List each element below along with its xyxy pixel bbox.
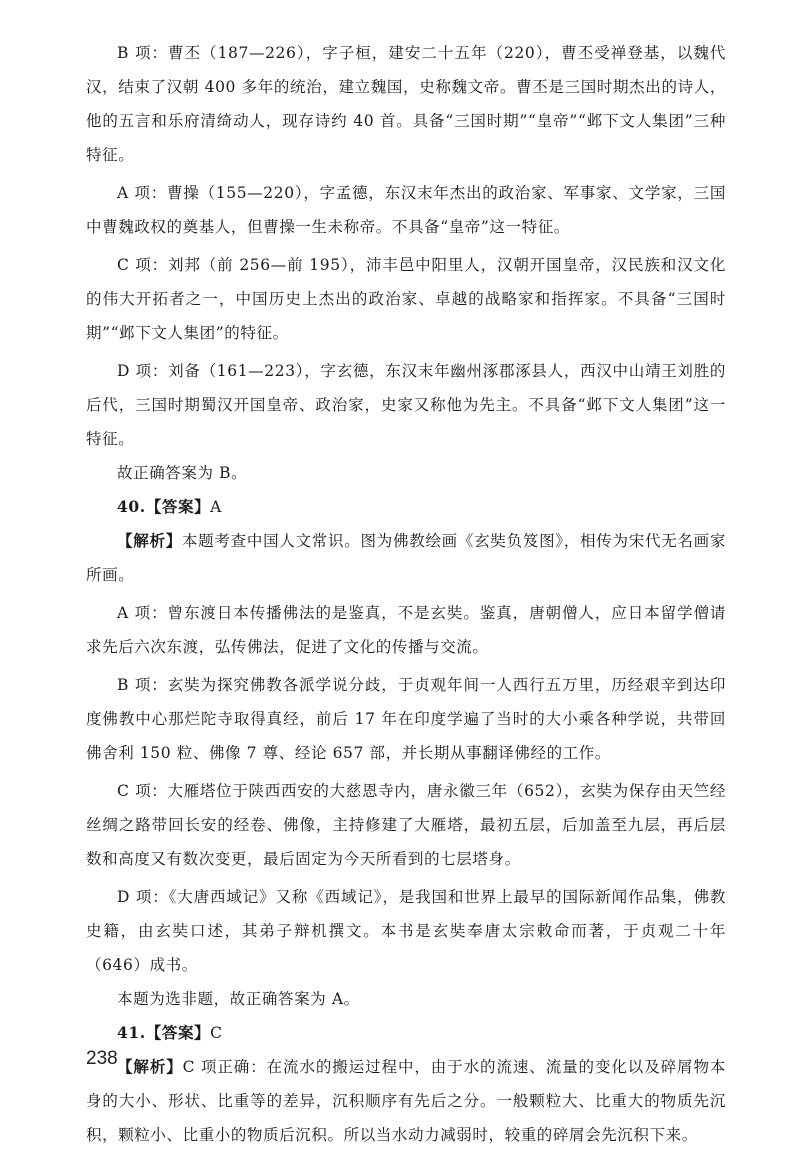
paragraph-option-c-liubang: C 项：刘邦（前 256—前 195），沛丰邑中阳里人，汉朝开国皇帝，汉民族和汉文化的伟大开拓者之一，中国历史上杰出的政治家、卓越的战略家和指挥家。不具备“三国时期”“邺下文人集团”的特征。 bbox=[86, 256, 726, 342]
answer-value: A bbox=[210, 498, 222, 516]
page-number: 238 bbox=[86, 1048, 118, 1069]
analysis-41: 【解析】C 项正确：在流水的搬运过程中，由于水的流速、流量的变化以及碎屑物本身的大小、形状、比重等的差异，沉积顺序有先后之分。一般颗粒大、比重大的物质先沉积，颗粒小、比重小的物质后沉积。所以当水动力减弱时，较重的碎屑会先沉积下来。 bbox=[86, 1057, 726, 1144]
paragraph-40-option-b: B 项：玄奘为探究佛教各派学说分歧，于贞观年间一人西行五万里，历经艰辛到达印度佛教中心那烂陀寺取得真经，前后 17 年在印度学遍了当时的大小乘各种学说，共带回佛舍利 150 粒、佛像 7 尊、经论 657 部，并长期从事翻译佛经的工作。 bbox=[86, 676, 726, 762]
paragraph-answer-40: 本题为选非题，故正确答案为 A。 bbox=[117, 990, 360, 1008]
analysis-label: 【解析】 bbox=[117, 1057, 183, 1076]
analysis-40: 【解析】本题考查中国人文常识。图为佛教绘画《玄奘负笈图》，相传为宋代无名画家所画。 bbox=[86, 531, 726, 584]
answer-label: 40.【答案】 bbox=[117, 497, 211, 516]
paragraph-40-option-d: D 项：《大唐西域记》又称《西域记》，是我国和世界上最早的国际新闻作品集，佛教史籍，由玄奘口述，其弟子辩机撰文。本书是玄奘奉唐太宗敕命而著，于贞观二十年（646）成书。 bbox=[86, 888, 726, 974]
answer-value: C bbox=[210, 1024, 223, 1042]
answer-label: 41.【答案】 bbox=[117, 1023, 211, 1042]
analysis-label: 【解析】 bbox=[117, 531, 182, 550]
answer-heading-41 bbox=[86, 1016, 726, 1050]
paragraph-option-a-caocao: A 项：曹操（155—220），字孟德，东汉末年杰出的政治家、军事家、文学家，三国中曹魏政权的奠基人，但曹操一生未称帝。不具备“皇帝”这一特征。 bbox=[86, 184, 726, 236]
document-body bbox=[86, 36, 726, 1152]
paragraph-option-b-caopi: B 项：曹丕（187—226），字子桓，建安二十五年（220），曹丕受禅登基，以魏代汉，结束了汉朝 400 多年的统治，建立魏国，史称魏文帝。曹丕是三国时期杰出的诗人，他的五言和乐府清绮动人，现存诗约 40 首。具备“三国时期”“皇帝”“邺下文人集团”三种特征。 bbox=[86, 44, 726, 164]
paragraph-40-option-c: C 项：大雁塔位于陕西西安的大慈恩寺内，唐永徽三年（652），玄奘为保存由天竺经丝绸之路带回长安的经卷、佛像，主持修建了大雁塔，最初五层，后加盖至九层，再后层数和高度又有数次变更，最后固定为今天所看到的七层塔身。 bbox=[86, 782, 726, 868]
paragraph-40-option-a: A 项：曾东渡日本传播佛法的是鉴真，不是玄奘。鉴真，唐朝僧人，应日本留学僧请求先后六次东渡，弘传佛法，促进了文化的传播与交流。 bbox=[86, 604, 726, 656]
paragraph-option-d-liubei: D 项：刘备（161—223），字玄德，东汉末年幽州涿郡涿县人，西汉中山靖王刘胜的后代，三国时期蜀汉开国皇帝、政治家，史家又称他为先主。不具备“邺下文人集团”这一特征。 bbox=[86, 362, 726, 448]
paragraph-answer-39: 故正确答案为 B。 bbox=[117, 464, 248, 482]
answer-heading-40 bbox=[86, 490, 726, 524]
